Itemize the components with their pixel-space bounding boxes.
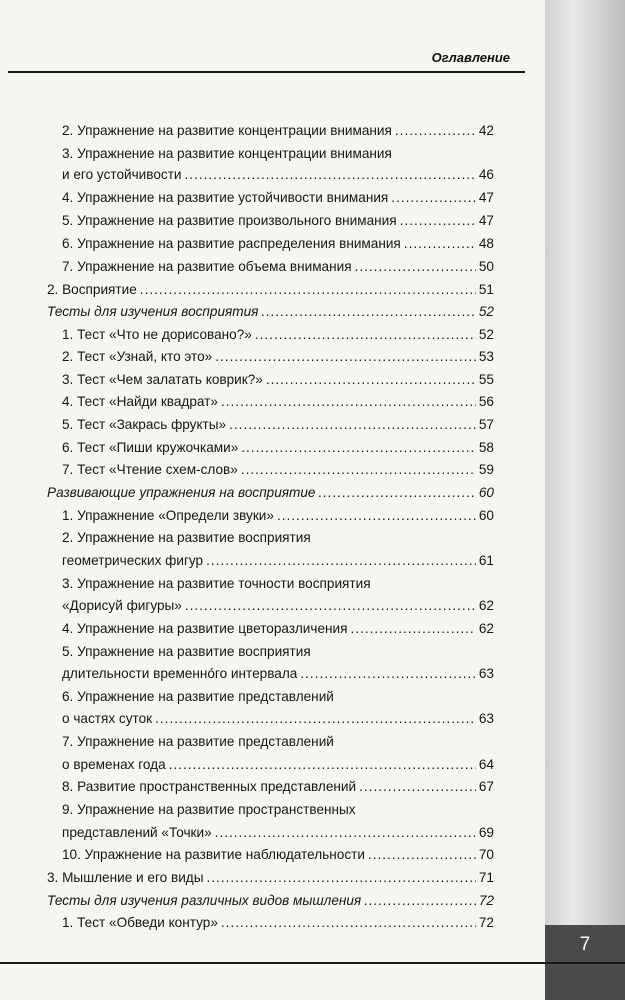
toc-entry-page: 63 [478,711,494,726]
toc-entry-title: 2. Восприятие [47,282,137,297]
toc-entry-page: 47 [478,213,494,228]
dot-leader [359,777,476,797]
dot-leader [255,325,476,345]
toc-entry-page: 70 [478,847,494,862]
toc-entry [47,868,494,888]
toc-entry-page: 72 [478,915,494,930]
dot-leader [155,709,476,729]
header-rule [8,71,525,73]
toc-entry-page: 59 [478,462,494,477]
bottom-rule [0,962,625,964]
toc-entry-title: 4. Тест «Найди квадрат» [62,394,218,409]
toc-entry-title: представлений «Точки» [62,825,212,840]
toc-entry [47,891,494,911]
toc-entry [62,211,494,231]
toc-entry-title: 3. Тест «Чем залатать коврик?» [62,372,263,387]
toc-entry [47,280,494,300]
toc-entry-page: 55 [478,372,494,387]
toc-entry [62,777,494,797]
toc-entry-title: 7. Тест «Чтение схем-слов» [62,462,238,477]
dot-leader [364,891,476,911]
toc-entry-page: 52 [478,304,494,319]
toc-entry-page: 52 [478,327,494,342]
toc-entry [47,302,494,322]
toc-entry-title: длительности временно́го интервала [62,666,298,681]
toc-entry-page: 47 [478,190,494,205]
toc-entry-title: 6. Тест «Пиши кружочками» [62,440,239,455]
running-header-title: Оглавление [431,50,510,65]
toc-entry-page: 57 [478,417,494,432]
toc-entry-title: «Дорисуй фигуры» [62,598,182,613]
toc-entry-title: 6. Упражнение на развитие распределения внимания [62,236,401,251]
dot-leader [221,392,476,412]
toc-entry-title-line1: 7. Упражнение на развитие представлений [62,734,334,749]
dot-leader [300,664,476,684]
toc-entry-title: 2. Тест «Узнай, кто это» [62,349,213,364]
toc-entry-page: 69 [478,825,494,840]
dot-leader [391,188,476,208]
dot-leader [351,619,476,639]
toc-entry-page: 61 [478,553,494,568]
toc-entry-page: 64 [478,757,494,772]
toc-entry [62,460,494,480]
toc-entry-page: 50 [478,259,494,274]
toc-entry-page: 60 [478,485,494,500]
dot-leader [395,121,476,141]
dot-leader [400,211,476,231]
toc-entry-title: Тесты для изучения различных видов мышления [47,893,362,908]
toc-entry [62,506,494,526]
toc-entry [62,415,494,435]
dot-leader [215,823,476,843]
toc-entry-title: 1. Тест «Что не дорисовано?» [62,327,252,342]
toc-entry-title: 10. Упражнение на развитие наблюдательности [62,847,365,862]
toc-entry-title: 5. Упражнение на развитие произвольного внимания [62,213,397,228]
page-number: 7 [579,934,591,955]
toc-entry [62,845,494,865]
toc-entry-title: 1. Тест «Обведи контур» [62,915,218,930]
dot-leader [241,460,476,480]
page-edge-strip [545,0,625,925]
toc-entry-page: 63 [478,666,494,681]
dot-leader [207,868,476,888]
toc-entry-page: 56 [478,394,494,409]
toc-entry-title-line1: 2. Упражнение на развитие восприятия [62,530,311,545]
toc-entry-title: Развивающие упражнения на восприятие [47,485,316,500]
toc-entry [62,234,494,254]
toc-entry-title: и его устойчивости [62,167,182,182]
toc-entry [62,664,494,684]
toc-entry-page: 71 [478,870,494,885]
toc-entry-title: 8. Развитие пространственных представлений [62,779,357,794]
toc-entry-title-line1: 6. Упражнение на развитие представлений [62,689,334,704]
toc-entry-title: геометрических фигур [62,553,204,568]
toc-entry-title: 4. Упражнение на развитие цветоразличения [62,621,348,636]
toc-entry [62,392,494,412]
dot-leader [241,438,476,458]
toc-entry-title: 3. Мышление и его виды [47,870,204,885]
toc-entry-page: 58 [478,440,494,455]
toc-entry-title-line1: 3. Упражнение на развитие концентрации внимания [62,146,392,161]
dot-leader [215,347,476,367]
toc-entry-page: 51 [478,282,494,297]
dot-leader [404,234,476,254]
toc-entry [62,823,494,843]
toc-entry [62,257,494,277]
toc-entry-page: 62 [478,598,494,613]
toc-entry-title-line1: 3. Упражнение на развитие точности восприятия [62,576,371,591]
toc-entry [62,755,494,775]
dot-leader [140,280,476,300]
toc-entry [62,370,494,390]
toc-entry [62,551,494,571]
toc-entry-page: 48 [478,236,494,251]
toc-entry-title: о временах года [62,757,166,772]
toc-entry [62,619,494,639]
dot-leader [185,165,476,185]
toc-entry [62,913,494,933]
toc-entry-page: 42 [478,123,494,138]
toc-entry-title: 2. Упражнение на развитие концентрации внимания [62,123,392,138]
toc-entry [62,709,494,729]
dot-leader [355,257,476,277]
toc-entry-page: 60 [478,508,494,523]
dot-leader [185,596,476,616]
toc-entry-page: 46 [478,167,494,182]
toc-entry [62,347,494,367]
toc-entry [62,438,494,458]
toc-entry [62,165,494,185]
dot-leader [221,913,476,933]
dot-leader [206,551,476,571]
dot-leader [261,302,475,322]
toc-entry-title-line1: 5. Упражнение на развитие восприятия [62,644,311,659]
dot-leader [277,506,476,526]
toc-entry-page: 67 [478,779,494,794]
toc-entry-title-line1: 9. Упражнение на развитие пространственных [62,802,356,817]
dot-leader [169,755,476,775]
toc-entry-title: 4. Упражнение на развитие устойчивости внимания [62,190,389,205]
dot-leader [266,370,476,390]
toc-entry [62,188,494,208]
toc-entry [62,121,494,141]
toc-entry-title: 1. Упражнение «Определи звуки» [62,508,274,523]
toc-entry-page: 72 [478,893,494,908]
toc-entry [47,483,494,503]
toc-entry [62,596,494,616]
toc-entry-page: 53 [478,349,494,364]
dot-leader [229,415,476,435]
toc-entry-page: 62 [478,621,494,636]
toc-entry-title: 7. Упражнение на развитие объема внимания [62,259,352,274]
dot-leader [319,483,476,503]
toc-entry [62,325,494,345]
toc-entry-title: 5. Тест «Закрась фрукты» [62,417,227,432]
toc-entry-title: о частях суток [62,711,153,726]
toc-entry-title: Тесты для изучения восприятия [47,304,259,319]
dot-leader [368,845,476,865]
